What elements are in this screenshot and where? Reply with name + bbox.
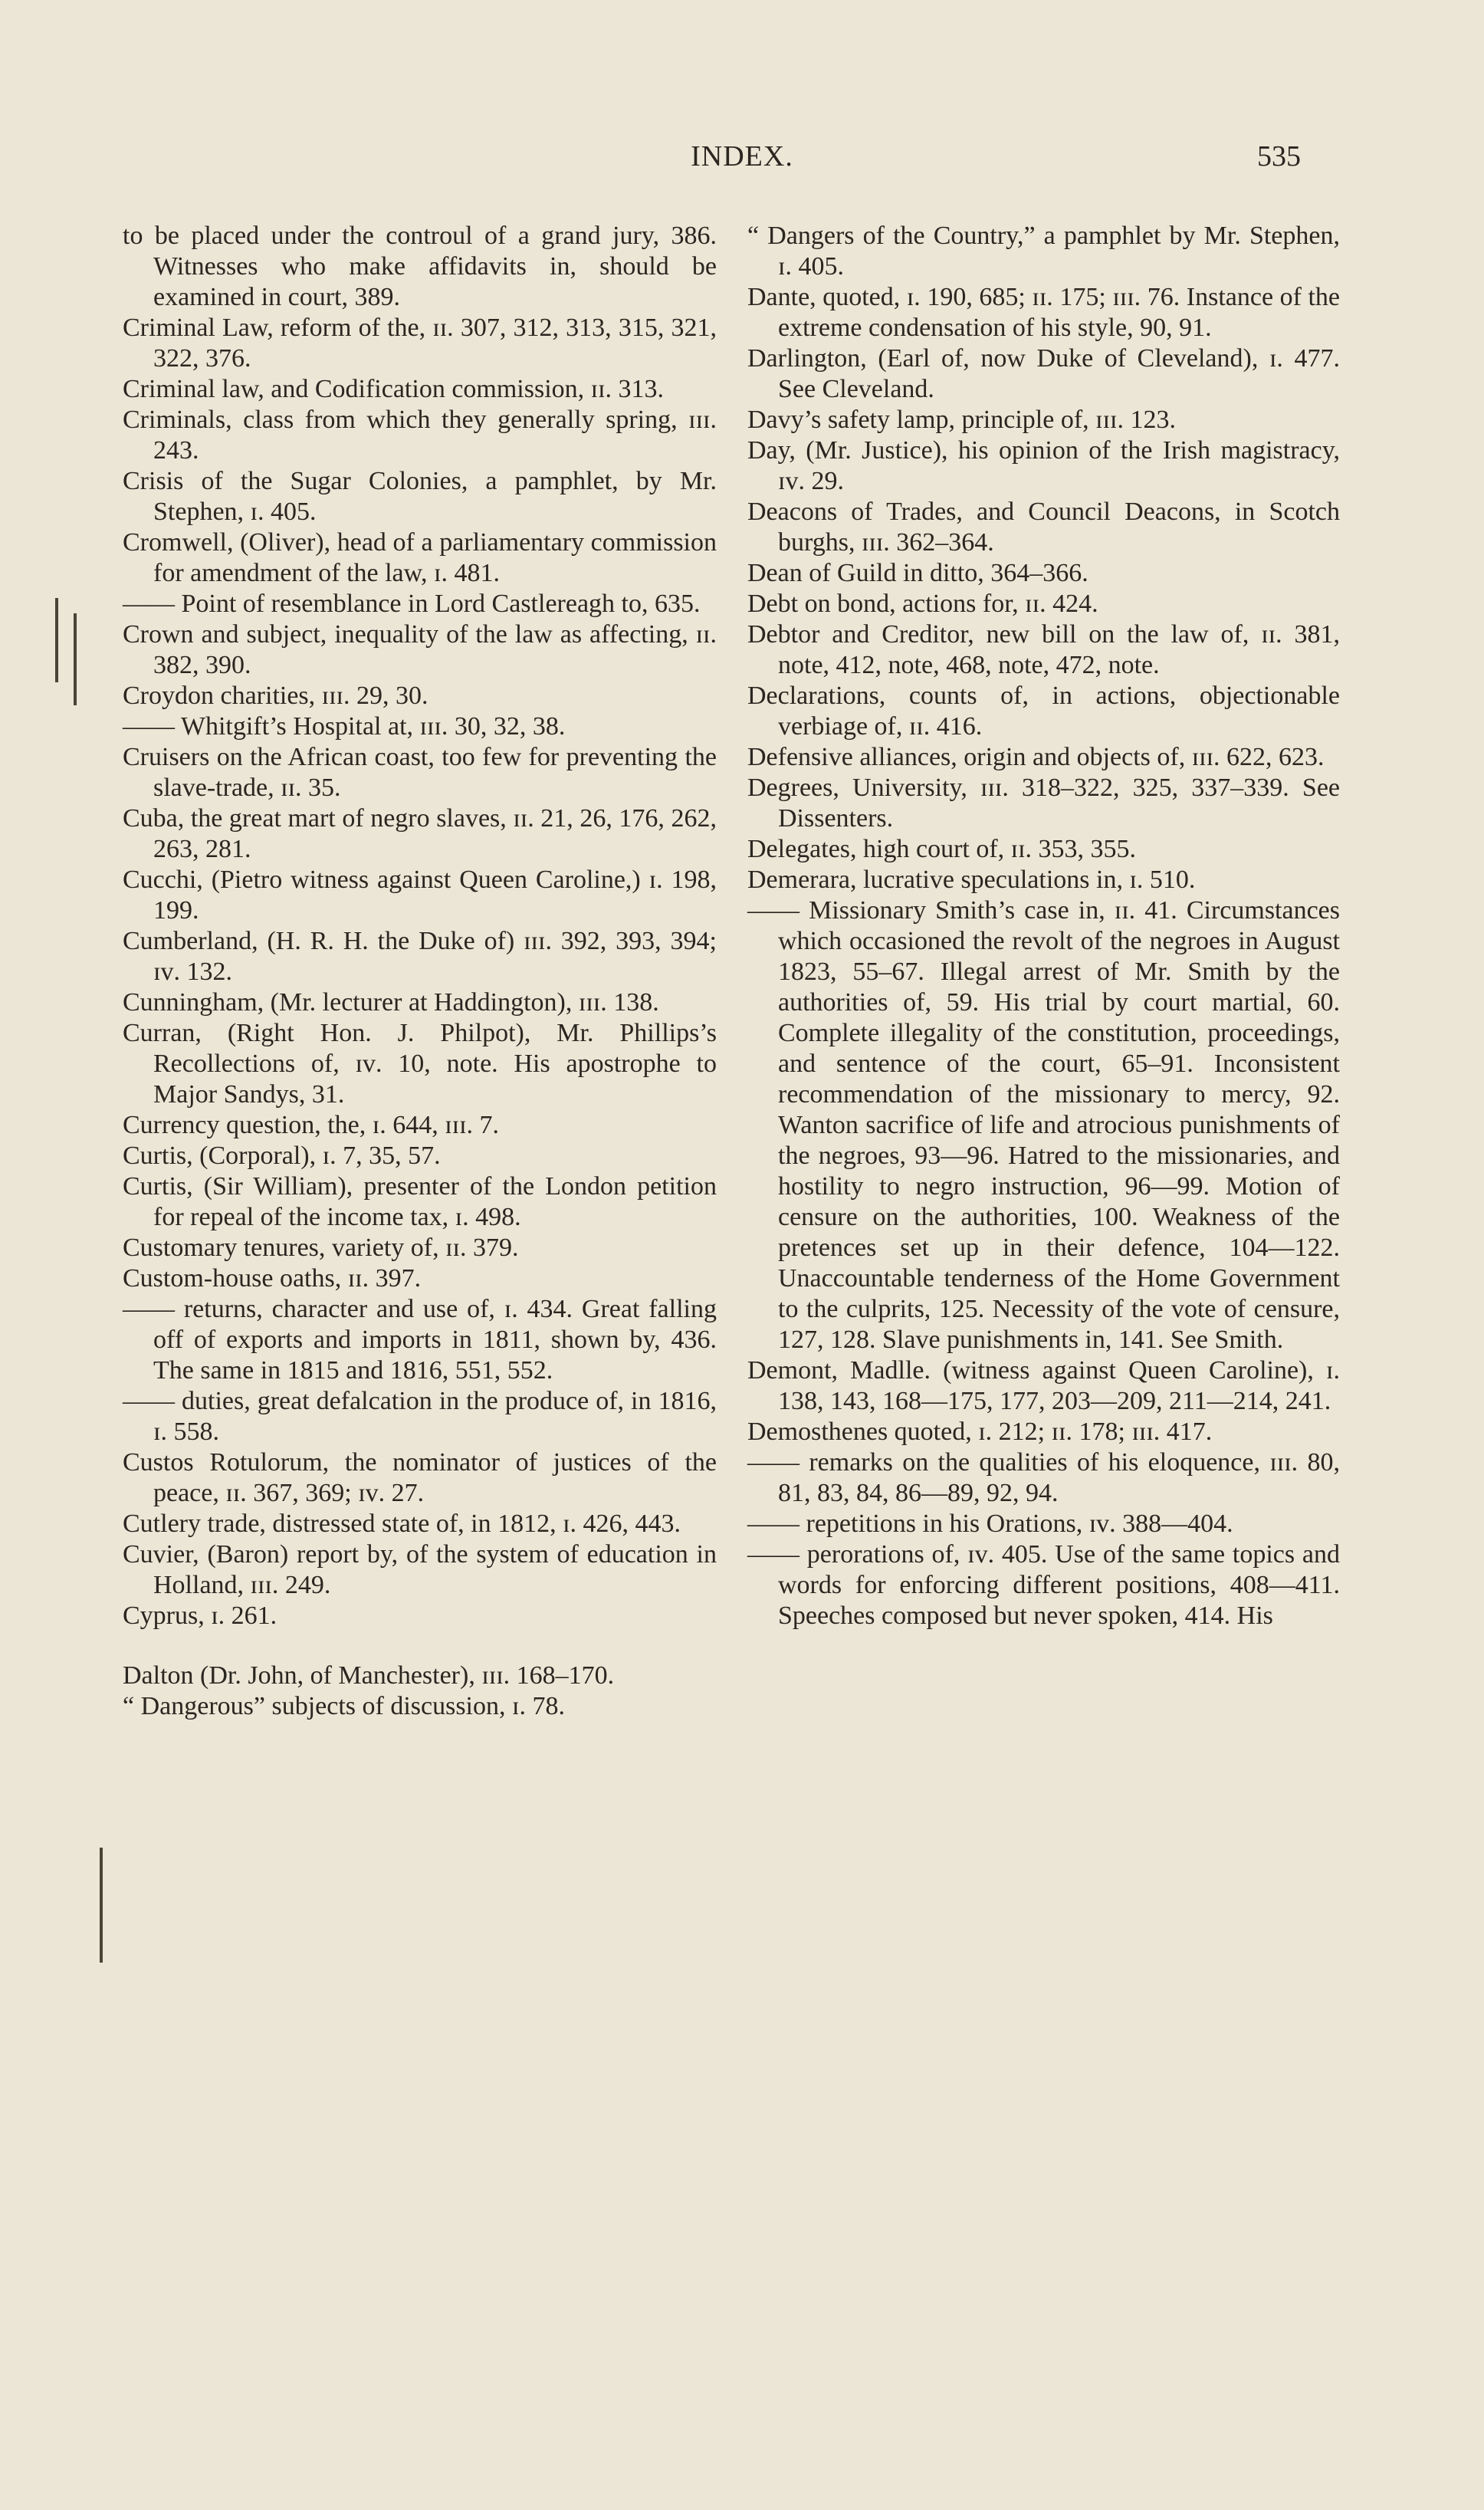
index-entry: Customary tenures, variety of, ɪɪ. 379.: [123, 1234, 519, 1262]
index-entry: —— duties, great defalcation in the produce of, in 1816, ɪ. 558.: [123, 1387, 717, 1446]
index-entry: Cucchi, (Pietro witness against Queen Caroline,) ɪ. 198, 199.: [123, 866, 717, 925]
margin-mark: [55, 598, 58, 682]
index-entry: Degrees, University, ɪɪɪ. 318–322, 325, 337–339. See Dissenters.: [747, 774, 1340, 833]
index-entry: —— Missionary Smith’s case in, ɪɪ. 41. Circumstances which occasioned the revolt of the negroes in August 1823, 55–67. Illegal arrest of Mr. Smith by the authorities of, 59. His trial by court martial, 60. Complete illegality of the constitution, proceedings, and sentence of the court, 65–91. Inconsistent recommendation of the missionary to mercy, 92. Wanton sacrifice of life and atrocious punishments of the negroes, 93—96. Hatred to the missionaries, and hostility to negro instruction, 96—99. Motion of censure on the authorities, 100. Weakness of the pretences set up in their defence, 104—122. Unaccountable tenderness of the Home Government to the culprits, 125. Necessity of the vote of censure, 127, 128. Slave punishments in, 141. See Smith.: [747, 896, 1340, 1354]
index-entry: Croydon charities, ɪɪɪ. 29, 30.: [123, 682, 428, 710]
index-entry: “ Dangerous” subjects of discussion, ɪ. 78.: [123, 1692, 565, 1720]
index-entry: Cuvier, (Baron) report by, of the system of education in Holland, ɪɪɪ. 249.: [123, 1540, 717, 1599]
index-entry: Cunningham, (Mr. lecturer at Haddington), ɪɪɪ. 138.: [123, 988, 659, 1017]
index-entry: to be placed under the controul of a grand jury, 386. Witnesses who make affidavits in, should be examined in court, 389.: [123, 222, 717, 311]
index-entry: Cumberland, (H. R. H. the Duke of) ɪɪɪ. 392, 393, 394; ɪᴠ. 132.: [123, 927, 717, 986]
index-entry: Curtis, (Sir William), presenter of the London petition for repeal of the income tax, ɪ. 498.: [123, 1172, 717, 1231]
margin-mark: [100, 1848, 103, 1963]
index-entry: Dante, quoted, ɪ. 190, 685; ɪɪ. 175; ɪɪɪ. 76. Instance of the extreme condensation of his style, 90, 91.: [747, 283, 1340, 342]
right-column: [747, 221, 1340, 1631]
index-entry: Dalton (Dr. John, of Manchester), ɪɪɪ. 168–170.: [123, 1661, 615, 1690]
index-entry: —— remarks on the qualities of his eloquence, ɪɪɪ. 80, 81, 83, 84, 86—89, 92, 94.: [747, 1448, 1340, 1507]
index-entry: Crisis of the Sugar Colonies, a pamphlet, by Mr. Stephen, ɪ. 405.: [123, 467, 717, 526]
index-entry: Demerara, lucrative speculations in, ɪ. 510.: [747, 866, 1196, 894]
index-entry: Dean of Guild in ditto, 364–366.: [747, 559, 1088, 587]
index-entry: Debtor and Creditor, new bill on the law of, ɪɪ. 381, note, 412, note, 468, note, 472, note.: [747, 620, 1340, 679]
index-entry: —— repetitions in his Orations, ɪᴠ. 388—404.: [747, 1510, 1233, 1538]
index-entry: —— Whitgift’s Hospital at, ɪɪɪ. 30, 32, 38.: [123, 712, 566, 741]
index-entry: Cromwell, (Oliver), head of a parliamentary commission for amendment of the law, ɪ. 481.: [123, 528, 717, 587]
index-entry: Curtis, (Corporal), ɪ. 7, 35, 57.: [123, 1142, 441, 1170]
index-entry: Cuba, the great mart of negro slaves, ɪɪ. 21, 26, 176, 262, 263, 281.: [123, 804, 717, 863]
index-entry: Darlington, (Earl of, now Duke of Cleveland), ɪ. 477. See Cleveland.: [747, 344, 1340, 403]
index-entry: Debt on bond, actions for, ɪɪ. 424.: [747, 590, 1098, 618]
index-entry: —— perorations of, ɪᴠ. 405. Use of the same topics and words for enforcing different positions, 408—411. Speeches composed but never spoken, 414. His: [747, 1540, 1340, 1630]
index-entry: Cutlery trade, distressed state of, in 1812, ɪ. 426, 443.: [123, 1510, 681, 1538]
index-entry: Criminals, class from which they generally spring, ɪɪɪ. 243.: [123, 406, 717, 465]
index-entry: Criminal law, and Codification commission, ɪɪ. 313.: [123, 375, 665, 403]
index-entry: Delegates, high court of, ɪɪ. 353, 355.: [747, 835, 1137, 863]
running-head-title: INDEX.: [691, 140, 793, 172]
page-number: 535: [1257, 140, 1301, 172]
left-column: [123, 221, 717, 1722]
index-entry: Crown and subject, inequality of the law as affecting, ɪɪ. 382, 390.: [123, 620, 717, 679]
index-entry: Currency question, the, ɪ. 644, ɪɪɪ. 7.: [123, 1111, 500, 1139]
index-entry: Demosthenes quoted, ɪ. 212; ɪɪ. 178; ɪɪɪ. 417.: [747, 1418, 1213, 1446]
index-entry: Declarations, counts of, in actions, objectionable verbiage of, ɪɪ. 416.: [747, 682, 1340, 741]
index-entry: Curran, (Right Hon. J. Philpot), Mr. Phillips’s Recollections of, ɪᴠ. 10, note. His apostrophe to Major Sandys, 31.: [123, 1019, 717, 1109]
index-entry: Cyprus, ɪ. 261.: [123, 1602, 277, 1630]
index-entry: Demont, Madlle. (witness against Queen Caroline), ɪ. 138, 143, 168—175, 177, 203—209, 211—214, 241.: [747, 1356, 1340, 1415]
index-entry: Deacons of Trades, and Council Deacons, in Scotch burghs, ɪɪɪ. 362–364.: [747, 498, 1340, 557]
index-entry: Cruisers on the African coast, too few for preventing the slave-trade, ɪɪ. 35.: [123, 743, 717, 802]
index-entry: Custom-house oaths, ɪɪ. 397.: [123, 1264, 422, 1293]
index-entry: —— returns, character and use of, ɪ. 434. Great falling off of exports and imports in 1811, shown by, 436. The same in 1815 and 1816, 551, 552.: [123, 1295, 717, 1385]
index-entry: Davy’s safety lamp, principle of, ɪɪɪ. 123.: [747, 406, 1176, 434]
index-entry: “ Dangers of the Country,” a pamphlet by Mr. Stephen, ɪ. 405.: [747, 222, 1340, 281]
margin-mark: [74, 613, 77, 705]
index-entry: Day, (Mr. Justice), his opinion of the Irish magistracy, ɪᴠ. 29.: [747, 436, 1340, 495]
index-entry: Custos Rotulorum, the nominator of justices of the peace, ɪɪ. 367, 369; ɪᴠ. 27.: [123, 1448, 717, 1507]
index-entry: Criminal Law, reform of the, ɪɪ. 307, 312, 313, 315, 321, 322, 376.: [123, 314, 717, 373]
index-entry: —— Point of resemblance in Lord Castlereagh to, 635.: [123, 590, 701, 618]
index-entry: Defensive alliances, origin and objects of, ɪɪɪ. 622, 623.: [747, 743, 1325, 771]
